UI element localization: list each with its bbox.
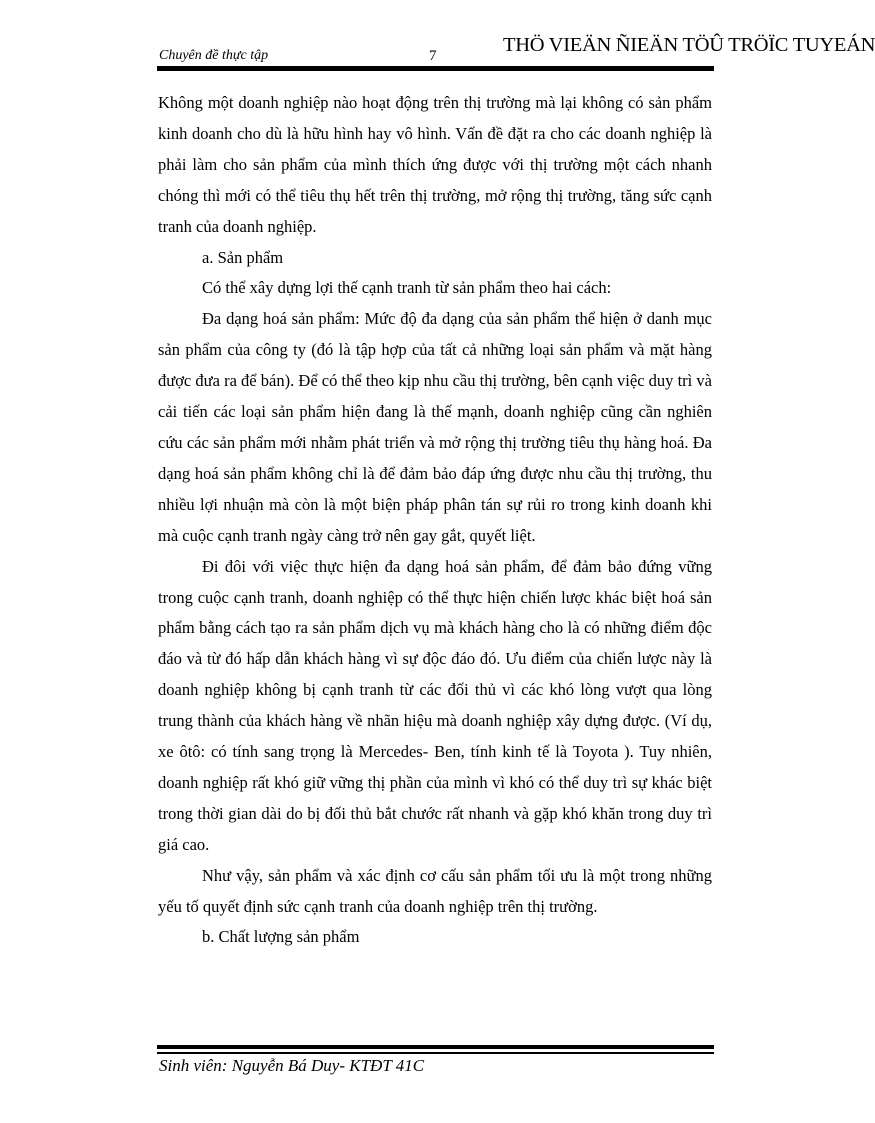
paragraph-diversification: Đa dạng hoá sản phẩm: Mức độ đa dạng của sản phẩm thể hiện ở danh mục sản phẩm của công ty (đó là tập hợp của tất cả những loại sản phẩm và mặt hàng được đưa ra để bán). Để có thể theo kịp nhu cầu thị trường, bên cạnh việc duy trì và cải tiến các loại sản phẩm hiện đang là thế mạnh, doanh nghiệp cũng cần nghiên cứu các sản phẩm mới nhằm phát triển và mở rộng thị trường tiêu thụ hàng hoá. Đa dạng hoá sản phẩm không chỉ là để đảm bảo đáp ứng được nhu cầu thị trường, thu nhiều lợi nhuận mà còn là một biện pháp phân tán sự rủi ro trong kinh doanh khi mà cuộc cạnh tranh ngày càng trở nên gay gắt, quyết liệt. <box>158 309 712 545</box>
footer-student-name: Sinh viên: Nguyễn Bá Duy- KTĐT 41C <box>159 1056 425 1075</box>
header-library-title: THÖ VIEÄN ÑIEÄN TÖÛ TRÖÏC TUYEÁN <box>503 34 875 56</box>
paragraph-differentiation: Đi đôi với việc thực hiện đa dạng hoá sản phẩm, để đảm bảo đứng vững trong cuộc cạnh tranh, doanh nghiệp có thể thực hiện chiến lược khác biệt hoá sản phẩm bằng cách tạo ra sản phẩm dịch vụ mà khách hàng cho là có những điểm độc đáo và từ đó hấp dẫn khách hàng vì sự độc đáo đó. Ưu điểm của chiến lược này là doanh nghiệp không bị cạnh tranh từ các đối thủ vì các khó lòng vượt qua lòng trung thành của khách hàng về nhãn hiệu mà doanh nghiệp xây dựng được. (Ví dụ, xe ôtô: có tính sang trọng là Mercedes- Ben, tính kinh tế là Toyota ). Tuy nhiên, doanh nghiệp rất khó giữ vững thị phần của mình vì khó có thể duy trì sự khác biệt trong thời gian dài do bị đối thủ bắt chước rất nhanh và gặp khó khăn trong duy trì giá cao. <box>158 556 712 854</box>
header-course-title: Chuyên đề thực tập <box>159 48 269 63</box>
heading-chat-luong: b. Chất lượng sản phẩm <box>202 927 360 947</box>
header-rule <box>157 66 714 71</box>
page-number: 7 <box>429 48 437 64</box>
paragraph-conclusion: Như vậy, sản phẩm và xác định cơ cấu sản phẩm tối ưu là một trong những yếu tố quyết định sức cạnh tranh của doanh nghiệp trên thị trường. <box>158 865 712 916</box>
footer-rule-thin <box>157 1052 714 1054</box>
footer-rule-thick <box>157 1045 714 1049</box>
document-body <box>158 88 712 953</box>
heading-san-pham: a. Sản phẩm <box>202 247 284 267</box>
paragraph-two-ways: Có thể xây dựng lợi thế cạnh tranh từ sản phẩm theo hai cách: <box>202 278 612 298</box>
paragraph-intro: Không một doanh nghiệp nào hoạt động trên thị trường mà lại không có sản phẩm kinh doanh cho dù là hữu hình hay vô hình. Vấn đề đặt ra cho các doanh nghiệp là phải làm cho sản phẩm của mình thích ứng được với thị trường một cách nhanh chóng thì mới có thể tiêu thụ hết trên thị trường, mở rộng thị trường, tăng sức cạnh tranh của doanh nghiệp. <box>158 93 712 236</box>
